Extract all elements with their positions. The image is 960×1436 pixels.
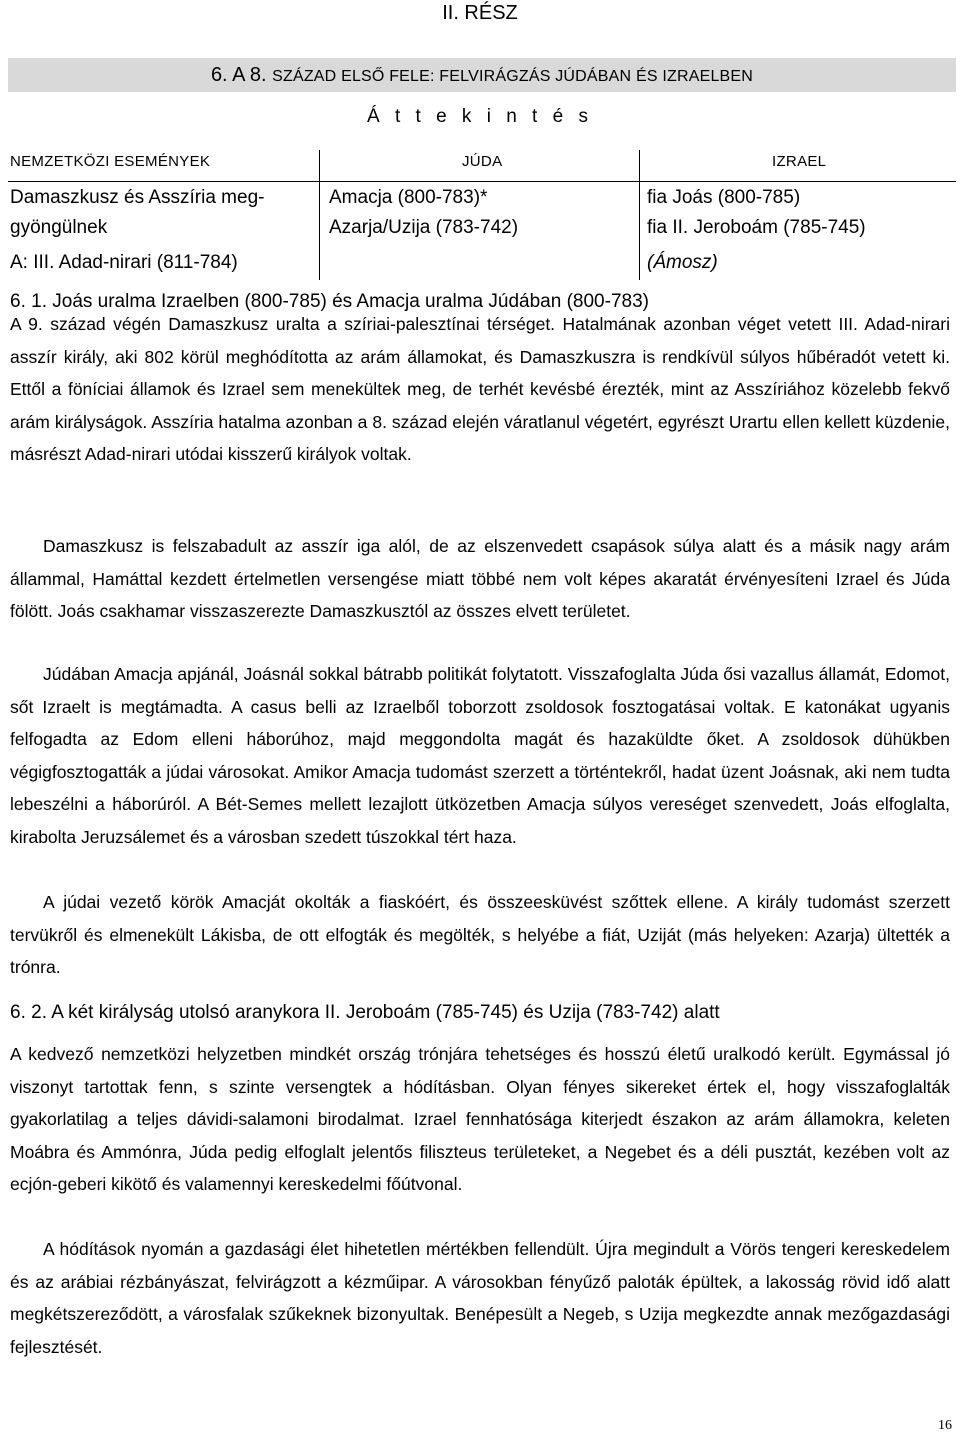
page-number: 16	[938, 1418, 952, 1433]
section-heading-6-1: 6. 1. Joás uralma Izraelben (800-785) és Amacja uralma Júdában (800-783)	[10, 291, 649, 312]
chapter-title-bar	[8, 58, 956, 92]
table-cell-izrael-3: (Ámosz)	[647, 252, 718, 273]
chapter-title: SZÁZAD ELSŐ FELE: FELVIRÁGZÁS JÚDÁBAN ÉS IZRAELBEN	[272, 68, 754, 85]
part-title: II. RÉSZ	[442, 2, 518, 24]
table-cell-juda-1: Amacja (800-783)*	[329, 187, 488, 208]
table-divider-left	[319, 150, 320, 280]
overview-heading: Á t t e k i n t é s	[367, 106, 593, 127]
chapter-number: 6. A 8.	[210, 64, 267, 86]
column-header-izrael: IZRAEL	[772, 153, 827, 170]
table-cell-international-2: gyöngülnek	[10, 217, 108, 238]
paragraph: A hódítások nyomán a gazdasági élet hihetetlen mértékben fellendült. Újra megindult a Vörös tengeri kereskedelem és az arábiai rézbányászat, felvirágzott a kézműipar. A városokban fényűző paloták épültek, a lakosság rövid idő alatt megkétszereződött, a városfalak szűkeknek bizonyultak. Benépesült a Negeb, s Uzija megkezdte annak mezőgazdasági fejlesztését.	[10, 1239, 950, 1357]
table-cell-izrael-2: fia II. Jeroboám (785-745)	[647, 217, 866, 238]
paragraph: A júdai vezető körök Amacját okolták a fiaskóért, és összeesküvést szőttek ellene. A király tudomást szerzett tervükről és elmenekült Lákisba, de ott elfogták és megölték, s helyébe a fiát, Uziját (más helyeken: Azarja) ültették a trónra.	[10, 892, 950, 977]
table-cell-juda-2: Azarja/Uzija (783-742)	[329, 217, 519, 238]
paragraph: A 9. század végén Damaszkusz uralta a szíriai-palesztínai térséget. Hatalmának azonban véget vetett III. Adad-nirari asszír király, aki 802 körül meghódította az arám államokat, és Damaszkuszra is rendkívül súlyos hűbéradót vetett ki. Ettől a föníciai államok és Izrael sem menekültek meg, de terhét kevésbé érezték, mint az Asszíriához közelebb fekvő arám királyságok. Asszíria hatalma azonban a 8. század elején váratlanul végetért, egyrészt Urartu ellen kellett küzdenie, másrészt Adad-nirari utódai kisszerű királyok voltak.	[10, 314, 950, 464]
section-heading-6-2: 6. 2. A két királyság utolsó aranykora II. Jeroboám (785-745) és Uzija (783-742) alatt	[10, 1002, 720, 1023]
paragraph: Damaszkusz is felszabadult az asszír iga alól, de az elszenvedett csapások súlya alatt és a másik nagy arám állammal, Hamáttal kezdett értelmetlen versengése miatt többé nem volt képes akaratát érvényesíteni Izrael és Júda fölött. Joás csakhamar visszaszerezte Damaszkusztól az összes elvett területet.	[10, 536, 950, 621]
column-header-international: NEMZETKÖZI ESEMÉNYEK	[10, 153, 211, 170]
column-header-juda: JÚDA	[462, 153, 503, 170]
table-cell-international-1: Damaszkusz és Asszíria meg-	[10, 187, 265, 208]
table-divider-right	[639, 150, 640, 280]
paragraph: A kedvező nemzetközi helyzetben mindkét ország trónjára tehetséges és hosszú életű uralkodó került. Egymással jó viszonyt tartottak fenn, s szinte versengtek a hódításban. Olyan fényes sikereket értek el, hogy visszafoglalták gyakorlatilag a teljes dávidi-salamoni birodalmat. Izrael fennhatósága kiterjedt északon az arám államokra, keleten Moábra és Ammónra, Júda pedig elfoglalt jelentős filiszteus területeket, a Negebet és a déli pusztát, kezében volt az ecjón-geberi kikötő és valamennyi kereskedelmi főútvonal.	[10, 1044, 950, 1194]
table-cell-international-3: A: III. Adad-nirari (811-784)	[10, 252, 238, 273]
table-header-rule	[8, 181, 956, 182]
table-cell-izrael-1: fia Joás (800-785)	[647, 187, 801, 208]
paragraph: Júdában Amacja apjánál, Joásnál sokkal bátrabb politikát folytatott. Visszafoglalta Júda ősi vazallus államát, Edomot, sőt Izraelt is megtámadta. A casus belli az Izraelből toborzott zsoldosok fosztogatásai voltak. E katonákat ugyanis felfogadta az Edom elleni háborúhoz, majd meggondolta magát és hazaküldte őket. A zsoldosok dühükben végigfosztogatták a júdai városokat. Amikor Amacja tudomást szerzett a történtekről, hadat üzent Joásnak, aki nem tudta lebeszélni a háborúról. A Bét-Semes mellett lezajlott ütközetben Amacja súlyos vereséget szenvedett, Joás elfoglalta, kirabolta Jeruzsálemet és a városban szedett túszokkal tért haza.	[10, 664, 950, 847]
